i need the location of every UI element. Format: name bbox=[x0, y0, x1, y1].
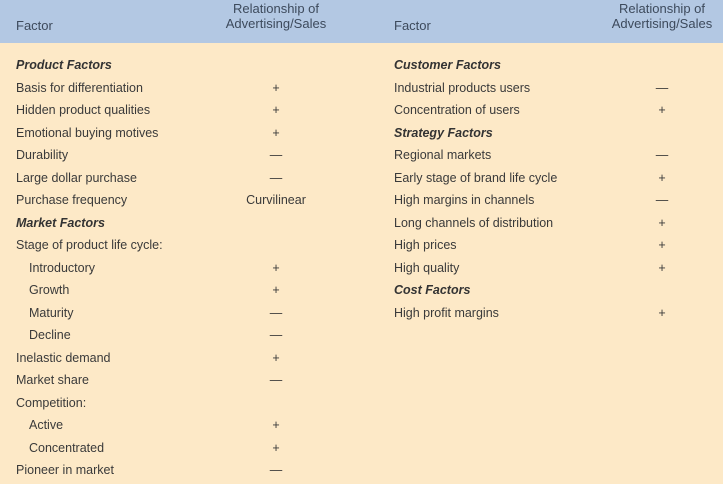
right-relationship-line1: Relationship of bbox=[619, 1, 705, 16]
relationship-value: + bbox=[272, 80, 280, 95]
factor-label: Pioneer in market bbox=[16, 463, 114, 477]
factor-label: Purchase frequency bbox=[16, 193, 128, 207]
factor-label: High profit margins bbox=[394, 305, 499, 320]
relationship-value: + bbox=[272, 260, 280, 275]
factor-label: Early stage of brand life cycle bbox=[394, 170, 558, 185]
relationship-value: + bbox=[272, 125, 280, 140]
left-relationship-line1: Relationship of bbox=[233, 1, 319, 16]
factor-label: High quality bbox=[394, 260, 460, 275]
section-heading: Customer Factors bbox=[394, 58, 501, 72]
relationship-value: — bbox=[269, 170, 283, 185]
factor-label: Concentrated bbox=[29, 440, 105, 455]
relationship-value: + bbox=[658, 215, 666, 230]
relationship-value: — bbox=[655, 148, 669, 162]
factor-label: Emotional buying motives bbox=[16, 125, 159, 140]
section-heading: Strategy Factors bbox=[394, 125, 493, 140]
section-heading: Product Factors bbox=[16, 58, 112, 72]
factor-label: Growth bbox=[29, 283, 70, 297]
factor-label: Industrial products users bbox=[394, 80, 531, 95]
relationship-value: — bbox=[269, 463, 283, 477]
factor-label: Durability bbox=[16, 148, 69, 162]
factor-label: Concentration of users bbox=[394, 103, 520, 117]
factor-label: High prices bbox=[394, 238, 457, 252]
factor-label: Stage of product life cycle: bbox=[16, 238, 163, 252]
relationship-value: + bbox=[658, 170, 666, 185]
relationship-value: + bbox=[272, 350, 280, 365]
right-relationship-header bbox=[598, 1, 723, 31]
factor-label: High margins in channels bbox=[394, 193, 535, 207]
relationship-value: — bbox=[269, 305, 283, 320]
relationship-value: Curvilinear bbox=[246, 193, 306, 207]
left-relationship-line2: Advertising/Sales bbox=[225, 16, 327, 31]
table-header bbox=[0, 0, 723, 43]
section-heading: Market Factors bbox=[16, 215, 105, 230]
factor-label: Inelastic demand bbox=[16, 350, 111, 365]
factor-label: Decline bbox=[29, 328, 71, 342]
factor-label: Long channels of distribution bbox=[394, 215, 554, 230]
relationship-value: + bbox=[272, 418, 280, 432]
factor-label: Active bbox=[29, 418, 64, 432]
relationship-value: + bbox=[272, 440, 280, 455]
relationship-value: — bbox=[655, 193, 669, 207]
relationship-value: + bbox=[272, 283, 280, 297]
factor-label: Large dollar purchase bbox=[16, 170, 137, 185]
relationship-value: + bbox=[658, 305, 666, 320]
left-factor-header: Factor bbox=[16, 18, 53, 33]
relationship-value: + bbox=[658, 103, 666, 117]
relationship-value: — bbox=[655, 80, 669, 95]
right-factor-header: Factor bbox=[394, 18, 431, 33]
relationship-value: — bbox=[269, 328, 283, 342]
relationship-value: + bbox=[658, 238, 666, 252]
relationship-value: — bbox=[269, 373, 283, 387]
factor-label: Regional markets bbox=[394, 148, 492, 162]
left-relationship-header bbox=[210, 1, 342, 31]
factor-label: Market share bbox=[16, 373, 89, 387]
right-relationship-line2: Advertising/Sales bbox=[611, 16, 713, 31]
factor-label: Hidden product qualities bbox=[16, 103, 151, 117]
relationship-value: — bbox=[269, 148, 283, 162]
relationship-value: + bbox=[658, 260, 666, 275]
relationship-value: + bbox=[272, 103, 280, 117]
factor-label: Basis for differentiation bbox=[16, 80, 143, 95]
section-heading: Cost Factors bbox=[394, 283, 471, 297]
factor-label: Introductory bbox=[29, 260, 96, 275]
factor-label: Competition: bbox=[16, 395, 87, 410]
factor-label: Maturity bbox=[29, 305, 74, 320]
